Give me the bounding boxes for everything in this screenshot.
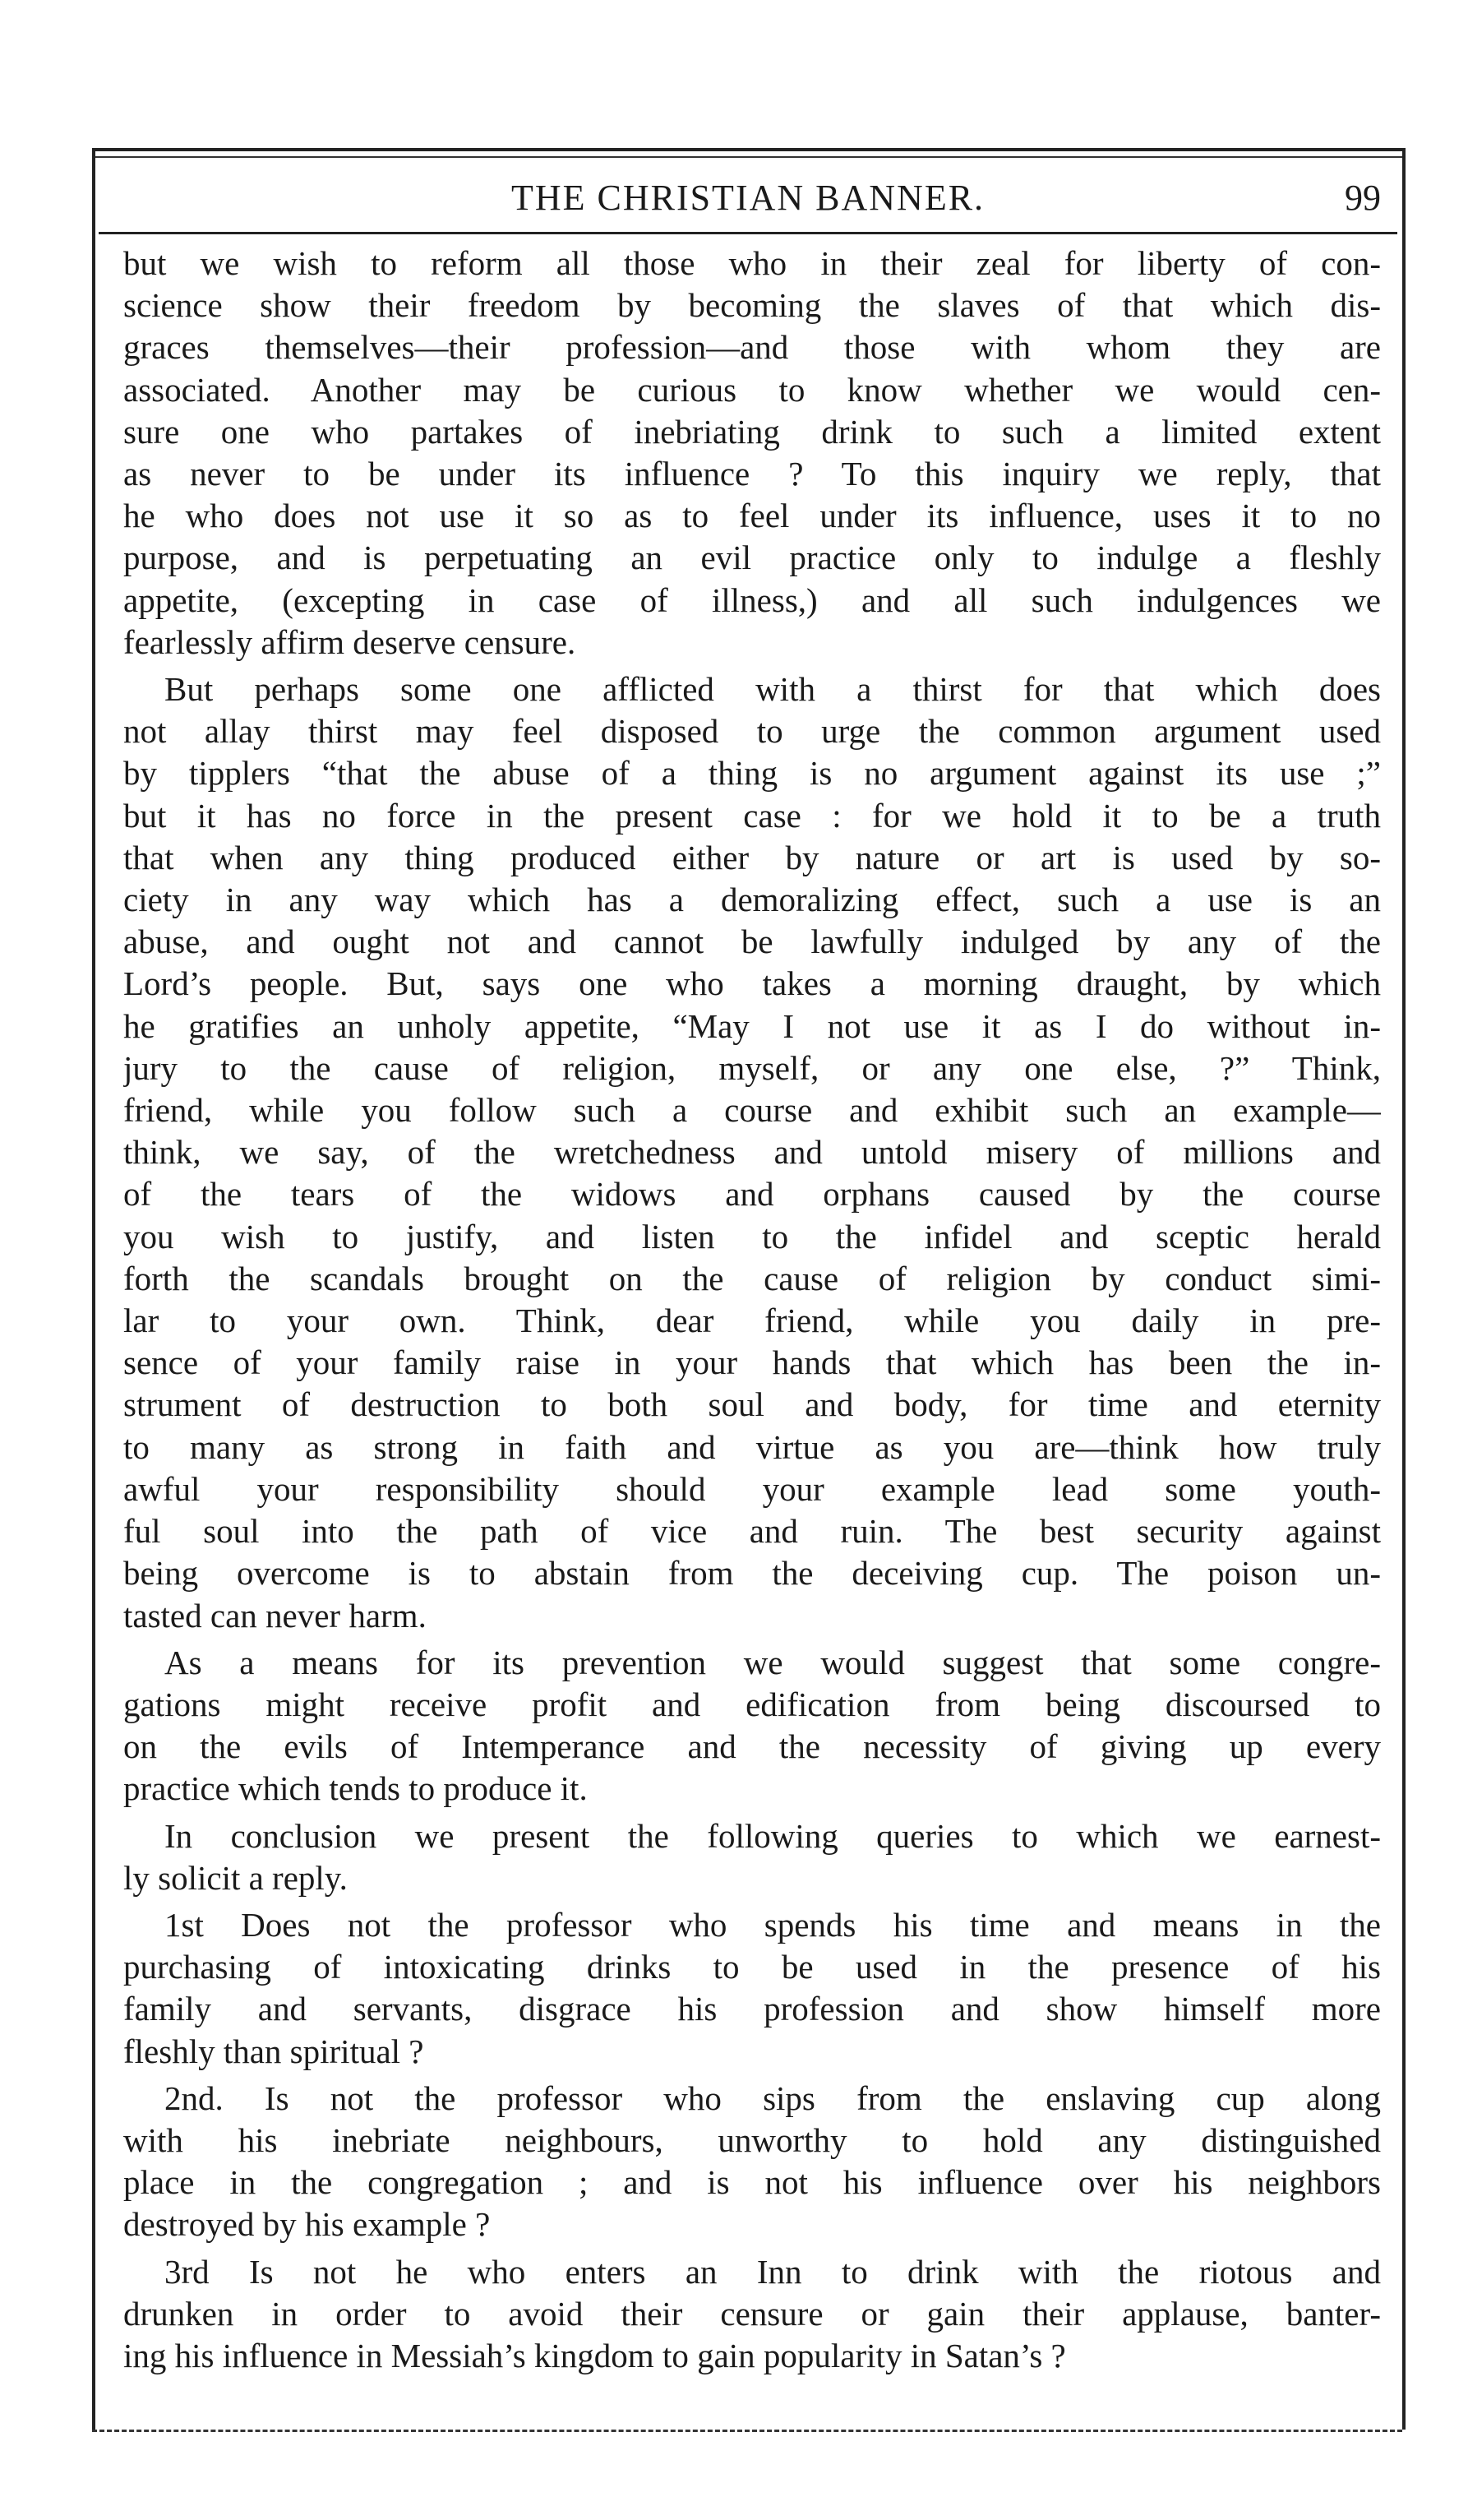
text-line: destroyed by his example ? [123,2205,491,2244]
text-line: Lord’s people. But, says one who takes a morning draught, by which [123,964,1381,1003]
text-line: fearlessly affirm deserve censure. [123,622,576,661]
article-body [123,243,1381,2377]
text-line: of the tears of the widows and orphans caused by the course [123,1175,1381,1214]
paragraph [123,1642,1381,1810]
text-line: but we wish to reform all those who in their zeal for liberty of con- [123,244,1381,282]
text-line: As a means for its prevention we would suggest that some congre- [164,1643,1381,1681]
text-line: ciety in any way which has a demoralizing effect, such a use is an [123,881,1381,919]
text-line: family and servants, disgrace his profession and show himself more [123,1990,1381,2028]
text-line: sure one who partakes of inebriating drink to such a limited extent [123,412,1381,451]
running-header [99,177,1397,234]
text-line: ful soul into the path of vice and ruin. The best security against [123,1512,1381,1551]
text-line: 3rd Is not he who enters an Inn to drink with the riotous and [164,2252,1381,2291]
text-line: 2nd. Is not the professor who sips from the enslaving cup along [164,2078,1381,2117]
header-rule [99,232,1397,234]
bottom-border-rule [92,2430,1402,2432]
text-line: purpose, and is perpetuating an evil practice only to indulge a fleshly [123,539,1381,577]
paragraph [123,1815,1381,1899]
text-line: as never to be under its influence ? To this inquiry we reply, that [123,455,1381,493]
text-line: strument of destruction to both soul and body, for time and eternity [123,1385,1381,1424]
text-line: awful your responsibility should your example lead some youth- [123,1469,1381,1508]
text-line: science show their freedom by becoming the slaves of that which dis- [123,286,1381,325]
text-line: 1st Does not the professor who spends his time and means in the [164,1905,1381,1944]
paragraph [123,1904,1381,2073]
text-line: tasted can never harm. [123,1596,427,1635]
text-line: drunken in order to avoid their censure or gain their applause, banter- [123,2294,1381,2333]
paragraph [123,2078,1381,2246]
text-line: he who does not use it so as to feel under its influence, uses it to no [123,497,1381,535]
paragraph [123,2251,1381,2378]
text-line: But perhaps some one afflicted with a thirst for that which does [164,670,1381,709]
text-line: ing his influence in Messiah’s kingdom to gain popularity in Satan’s ? [123,2336,1066,2374]
text-line: purchasing of intoxicating drinks to be used in the presence of his [123,1948,1381,1986]
text-line: appetite, (excepting in case of illness,) and all such indulgences we [123,580,1381,619]
text-line: jury to the cause of religion, myself, or any one else, ?” Think, [123,1048,1381,1087]
text-line: friend, while you follow such a course and exhibit such an example— [123,1091,1381,1130]
text-line: that when any thing produced either by nature or art is used by so- [123,838,1381,876]
text-line: by tipplers “that the abuse of a thing is no argument against its use ;” [123,754,1381,793]
text-line: but it has no force in the present case : for we hold it to be a truth [123,796,1381,835]
text-line: fleshly than spiritual ? [123,2032,424,2070]
text-line: on the evils of Intemperance and the necessity of giving up every [123,1727,1381,1766]
text-line: In conclusion we present the following queries to which we earnest- [164,1816,1381,1855]
text-line: forth the scandals brought on the cause of religion by conduct simi- [123,1259,1381,1297]
text-line: gations might receive profit and edification from being discoursed to [123,1685,1381,1723]
text-line: being overcome is to abstain from the deceiving cup. The poison un- [123,1554,1381,1593]
text-line: practice which tends to produce it. [123,1769,588,1808]
text-line: associated. Another may be curious to know whether we would cen- [123,370,1381,409]
text-line: graces themselves—their profession—and those with whom they are [123,328,1381,367]
text-line: not allay thirst may feel disposed to urge the common argument used [123,712,1381,751]
text-line: lar to your own. Think, dear friend, while you daily in pre- [123,1302,1381,1340]
text-line: to many as strong in faith and virtue as you are—think how truly [123,1427,1381,1466]
text-line: think, we say, of the wretchedness and untold misery of millions and [123,1133,1381,1172]
text-line: place in the congregation ; and is not his influence over his neighbors [123,2163,1381,2202]
text-line: you wish to justify, and listen to the infidel and sceptic herald [123,1217,1381,1255]
paragraph [123,668,1381,1637]
text-line: sence of your family raise in your hands that which has been the in- [123,1343,1381,1382]
running-title: THE CHRISTIAN BANNER. [510,178,986,218]
text-line: he gratifies an unholy appetite, “May I not use it as I do without in- [123,1006,1381,1045]
page-number: 99 [1345,178,1381,218]
text-line: ly solicit a reply. [123,1858,348,1897]
text-line: with his inebriate neighbours, unworthy to hold any distinguished [123,2120,1381,2159]
paragraph [123,243,1381,664]
text-line: abuse, and ought not and cannot be lawfully indulged by any of the [123,922,1381,961]
